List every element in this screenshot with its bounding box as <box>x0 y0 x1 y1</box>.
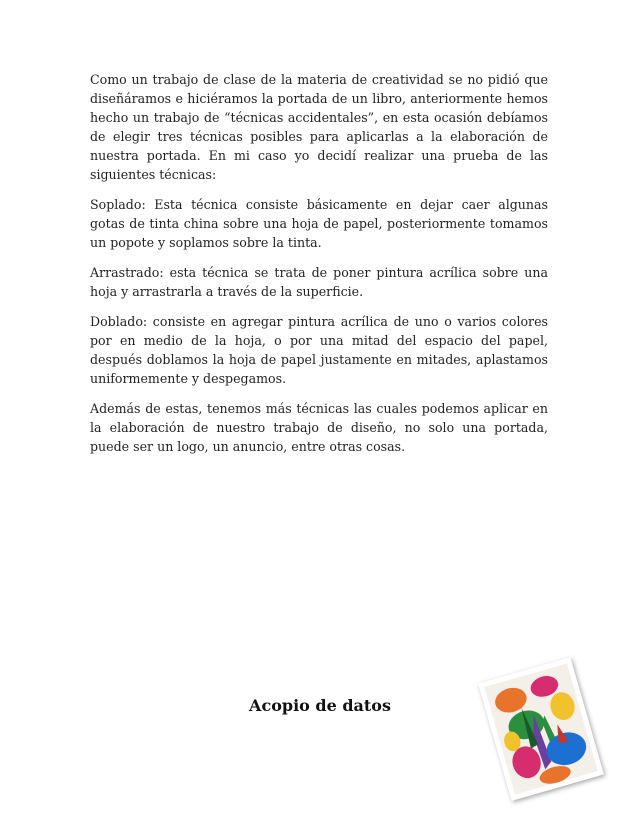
paint-splatter-icon <box>484 663 598 794</box>
arrastrado-paragraph: Arrastrado: esta técnica se trata de poner pintura acrílica sobre una hoja y arrastrarla a través de la superficie. <box>90 265 548 299</box>
intro-paragraph: Como un trabajo de clase de la materia de creatividad se no pidió que diseñáramos e hiciéramos la portada de un libro, anteriormente hemos hecho un trabajo de “técnicas accidentales”, en esta ocasión debíamos de elegir tres técnicas posibles para aplicarlas a la elaboración de nuestra portada. En mi caso yo decidí realizar una prueba de las siguientes técnicas: <box>90 72 548 182</box>
doblado-paragraph: Doblado: consiste en agregar pintura acrílica de uno o varios colores por en medio de la hoja, o por una mitad del espacio del papel, después doblamos la hoja de papel justamente en mitades, aplastamos uniformemente y despegamos. <box>90 314 548 386</box>
soplado-paragraph: Soplado: Esta técnica consiste básicamente en dejar caer algunas gotas de tinta china sobre una hoja de papel, posteriormente tomamos un popote y soplamos sobre la tinta. <box>90 197 548 250</box>
paint-splatter-photo <box>478 657 604 801</box>
closing-paragraph: Además de estas, tenemos más técnicas las cuales podemos aplicar en la elaboración de nuestro trabajo de diseño, no solo una portada, puede ser un logo, un anuncio, entre otras cosas. <box>90 401 548 454</box>
body-text <box>90 70 548 467</box>
section-title: Acopio de datos <box>249 696 391 715</box>
